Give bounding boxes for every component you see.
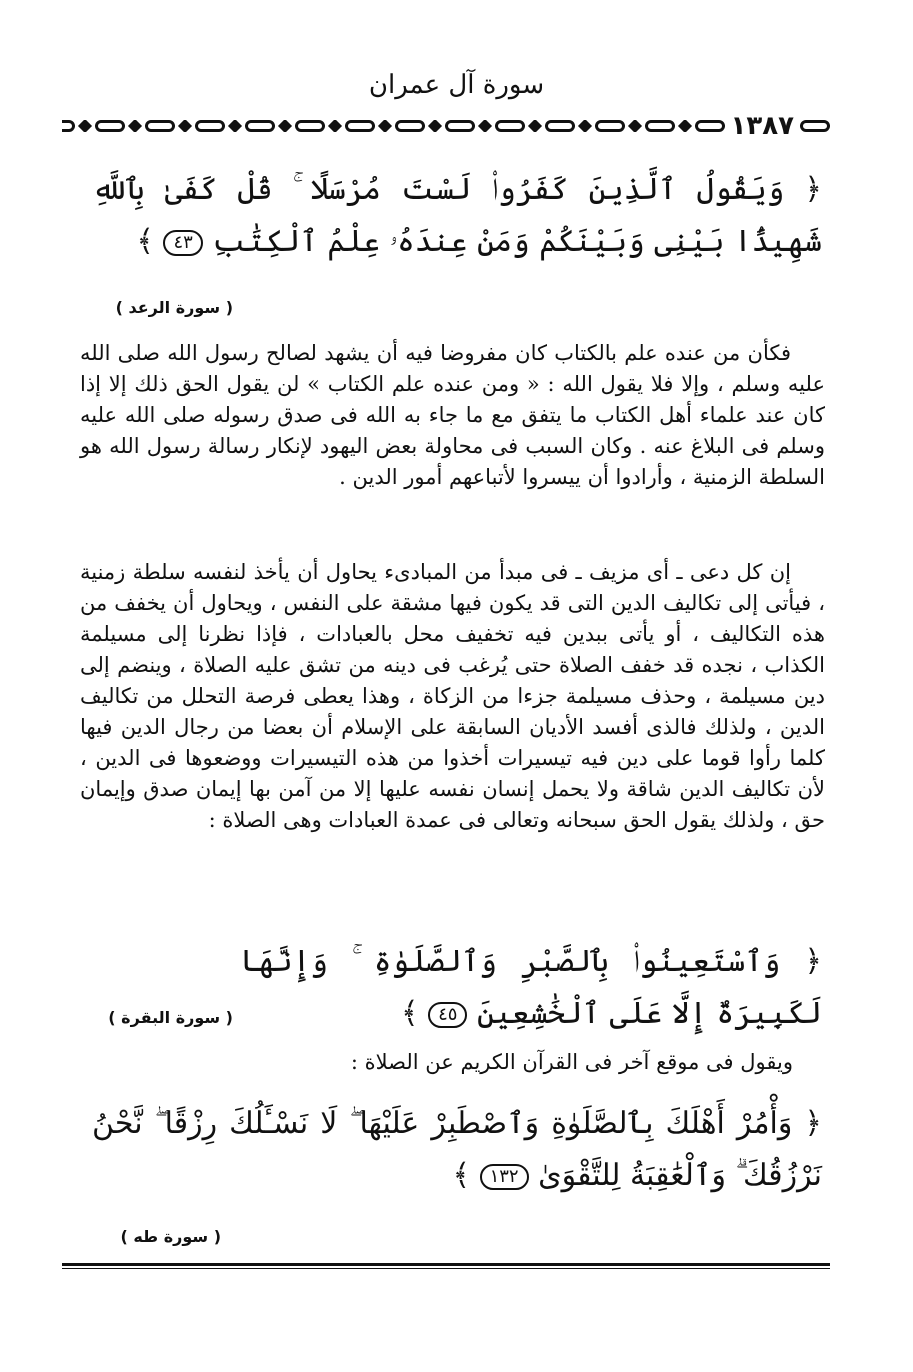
verse-close-bracket: ﴾ xyxy=(136,224,154,259)
surah-title: سورة آل عمران xyxy=(368,70,545,100)
commentary-paragraph-2 xyxy=(80,557,825,836)
verse-open-bracket: ﴿ xyxy=(804,944,822,979)
footer-rule xyxy=(62,1263,830,1266)
verse-open-bracket: ﴿ xyxy=(804,1106,822,1141)
commentary-paragraph-1 xyxy=(80,338,825,493)
header-ornament xyxy=(62,113,830,139)
verse-close-bracket: ﴾ xyxy=(400,996,419,1031)
footer-rule-thin xyxy=(62,1268,830,1269)
ayah-number: ٤٣ xyxy=(163,230,202,256)
quran-verse-3 xyxy=(92,1098,822,1202)
ornament-link-icon xyxy=(800,120,830,132)
verse-source: ( سورة البقرة ) xyxy=(108,1008,233,1027)
ayah-number: ٤٥ xyxy=(428,1002,467,1028)
verse-open-bracket: ﴿ xyxy=(804,172,822,207)
ayah-number: ١٣٢ xyxy=(480,1164,529,1190)
quran-verse-1 xyxy=(92,164,822,268)
verse-text: وَيَقُولُ ٱلَّذِينَ كَفَرُوا۟ لَسْتَ مُرْسَلًا ۚ قُلْ كَفَىٰ بِٱللَّهِ شَهِيدًۢا بَيْنِى وَبَيْنَكُمْ وَمَنْ عِندَهُۥ عِلْمُ ٱلْكِتَٰبِ xyxy=(92,172,822,259)
verse-source: ( سورة طه ) xyxy=(120,1227,221,1246)
verse-close-bracket: ﴾ xyxy=(452,1158,471,1193)
ornament-chain xyxy=(62,120,725,132)
verse-intro-line: ويقول فى موقع آخر فى القرآن الكريم عن الصلاة : xyxy=(350,1050,793,1074)
verse-text: وَأْمُرْ أَهْلَكَ بِٱلصَّلَوٰةِ وَٱصْطَبِرْ عَلَيْهَا ۖ لَا نَسْـَٔلُكَ رِزْقًا ۖ نَّحْنُ نَرْزُقُكَ ۗ وَٱلْعَٰقِبَةُ لِلتَّقْوَىٰ xyxy=(92,1106,822,1193)
paragraph-text: إن كل دعى ـ أى مزيف ـ فى مبدأ من المبادىء يحاول أن يأخذ لنفسه سلطة زمنية ، فيأتى إلى تكاليف الدين التى قد يكون فيها مشقة على النفس ، ويحاول أن يخفف من هذه التكاليف ، أو يأتى ببدين فيه تخفيف محل بالعبادات ، فإذا نظرنا إلى مسيلمة الكذاب ، نجده قد خفف الصلاة حتى يُرغب فى دينه من تشق عليه الصلاة ، وينضم إلى دين مسيلمة ، وحذف مسيلمة جزءا من الزكاة ، وهذا يعطى فرصة التحلل من تكاليف الدين ، ولذلك فالذى أفسد الأديان السابقة على الإسلام أن بعضا من رجال الدين فيها كلما رأوا قوما على دين فيه تيسيرات أخذوا من هذه التيسيرات ووضعوها فى الدين ، لأن تكاليف الدين شاقة ولا يحمل إنسان نفسه عليها إلا من آمن بها إيمان صدق وإيمان حق ، ولذلك يقول الحق سبحانه وتعالى فى عمدة العبادات وهى الصلاة : xyxy=(80,560,825,832)
verse-source: ( سورة الرعد ) xyxy=(115,298,233,317)
quran-verse-2 xyxy=(240,936,822,1040)
page-number: ١٣٨٧ xyxy=(730,111,794,141)
verse-text: وَٱسْتَعِينُوا۟ بِٱلصَّبْرِ وَٱلصَّلَوٰةِ ۚ وَإِنَّهَا لَكَبِيرَةٌ إِلَّا عَلَى ٱلْخَٰشِعِينَ xyxy=(240,944,822,1031)
paragraph-text: فكأن من عنده علم بالكتاب كان مفروضا فيه أن يشهد لصالح رسول الله صلى الله عليه وسلم ، وإلا فلا يقول الله : « ومن عنده علم الكتاب » لن يقول الحق ذلك إلا إذا كان عند علماء أهل الكتاب ما يتفق مع ما جاء به الله فى صدق رسوله صلى الله عليه وسلم فى البلاغ عنه . وكان السبب فى محاولة بعض اليهود لإنكار رسالة رسول الله هو السلطة الزمنية ، وأرادوا أن ييسروا لأتباعهم أمور الدين . xyxy=(80,341,825,489)
